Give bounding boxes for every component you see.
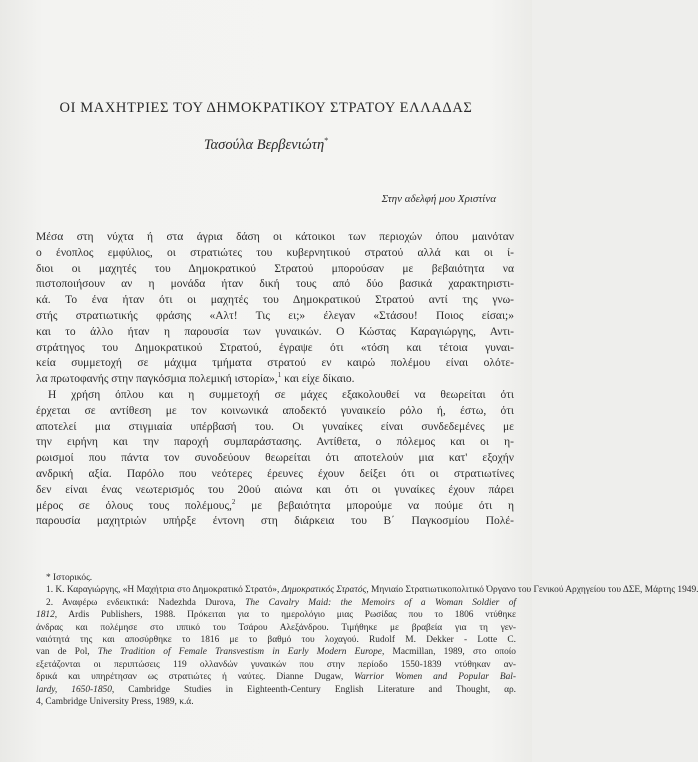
body-line: στής στρατιωτικής φράσης «Αλτ! Τις ει;» έλεγαν «Στάσου! Ποιος είσαι;» [36, 309, 514, 322]
author-name: Τασούλα Βερβενιώτη [203, 136, 325, 153]
footnote-2-line [36, 609, 516, 621]
footnote-text: 1. Κ. Καραγιώργης, «Η Μαχήτρια στο Δημοκρατικό Στρατό», [46, 585, 280, 596]
body-line-text: μέρος σε όλους τους πολέμους, [36, 499, 232, 512]
body-line: ρωισμοί που πάντα τον συνοδεύουν θεωρείται ότι αποτελούν μια κατ' εξοχήν [36, 452, 514, 465]
footnote-2-line [36, 684, 516, 696]
body-line: στράτηγος του Δημοκρατικού Στρατού, έγραψε ότι «τόση και τέτοια γυναι- [36, 341, 514, 354]
body-line-text: λα πρωτοφανής στην παγκόσμια πολεμική ιστορία», [36, 373, 278, 386]
body-line: δεν είναι ένας νεωτερισμός του 20ού αιώνα και ότι οι γυναίκες έχουν πάρει [36, 483, 514, 496]
footnote-book-title: The Cavalry Maid: the Memoirs of a Woman Soldier of [245, 597, 517, 608]
body-line: αποτελεί μια στιγμιαία υπέρβασή του. Οι γυναίκες είναι συνδεδεμένες με [36, 420, 514, 433]
footnote-text: van de Pol, [36, 647, 90, 658]
footnote-text: , Ardis Publishers, 1988. Πρόκειται για το ημερολόγιο μιας Ρωσίδας που το 1806 ντύθηκε [54, 610, 516, 621]
footnote-text: , Macmillan, 1989, στο οποίο [381, 647, 516, 658]
body-line-tail: και είχε δίκαιο. [281, 373, 355, 386]
footnote-star: * Ιστορικός. [46, 573, 93, 583]
body-line-tail: με βεβαιότητα μπορούμε να πούμε ότι η [235, 499, 514, 512]
body-line: Η χρήση όπλου και η συμμετοχή σε μάχες εξακολουθεί να θεωρείται ότι [48, 388, 514, 401]
body-line: την ειρήνη και την παροχή συμπαράστασης. Αντίθετα, ο πόλεμος και οι η- [36, 436, 514, 449]
footnote-2-line: ναιότητά της και αποσύρθηκε το 1816 με το βαθμό του λοχαγού. Rudolf M. Dekker - Lotte C. [36, 635, 516, 646]
footnote-ref-1: 1 [277, 371, 282, 380]
footnote-ref-2: 2 [231, 497, 236, 506]
footnote-text: δρικά και υπηρέτησαν ως στρατιώτες ή ναύτες. Dianne Dugaw, [36, 672, 344, 683]
body-line: παρουσία μαχητριών υπήρξε έντονη στη διάρκεια του Β΄ Παγκοσμίου Πολέ- [36, 515, 514, 528]
footnote-text: , Cambridge Studies in Eighteenth-Century English Literature and Thought, αρ. [111, 684, 516, 695]
body-line: πιστοποιήσουν αν η μονάδα ήταν δική τους από δύο βασικά χαρακτηριστι- [36, 278, 514, 291]
body-line: διοι οι μαχητές του Δημοκρατικού Στρατού μπορούσαν με βεβαιότητα να [36, 262, 514, 275]
footnote-2-line: άνδρας και πολέμησε στο ιππικό του Τσάρου Αλεξάνδρου. Τιμήθηκε με βραβεία για τη γεν- [36, 622, 516, 633]
footnote-source-title: Δημοκρατικός Στρατός [281, 585, 367, 596]
footnotes [36, 572, 698, 708]
body-line: έρχεται σε αντίθεση με τον κοινωνικά αποδεκτό γυναικείο ρόλο ή, έστω, ότι [36, 404, 514, 417]
author-footnote-mark: * [324, 136, 329, 145]
footnote-book-title: 1812 [36, 610, 55, 621]
body-text [36, 230, 514, 530]
body-line: Μέσα στη νύχτα ή στα άγρια δάση οι κάτοικοι των περιοχών όπου μαινόταν [36, 231, 514, 243]
footnote-2-line: εξετάζονται οι περιπτώσεις 119 ολλανδών γυναικών που στην περίοδο 1550-1839 ντύθηκαν αν- [36, 659, 516, 670]
article-title: ΟΙ ΜΑΧΗΤΡΙΕΣ ΤΟΥ ΔΗΜΟΚΡΑΤΙΚΟΥ ΣΤΡΑΤΟΥ ΕΛΛΑΔΑΣ [59, 100, 473, 116]
body-line: κά. Το ένα ήταν ότι οι μαχητές του Δημοκρατικού Στρατού αντί της γνω- [36, 294, 514, 307]
footnote-book-title: The Tradition of Female Transvestism in Early Modern Europe [97, 647, 382, 658]
footnote-text: , Μηνιαίο Στρατιωτικοπολιτικό Όργανο του Γενικού Αρχηγείου του ΔΣΕ, Μάρτης 1949. [366, 585, 698, 596]
body-line: και το άλλο ήταν η παρουσία των γυναικών. Ο Κώστας Καραγιώργης, Αντι- [36, 325, 514, 338]
body-line: ο ένοπλος εμφύλιος, οι στρατιώτες του κυβερνητικού στρατού αλλά και οι ί- [36, 246, 514, 259]
body-line [36, 499, 514, 515]
footnote-2-line [36, 597, 516, 609]
body-line: κεία συμμετοχή σε μάχιμα τμήματα στρατού εν καιρώ πολέμου είναι ολότε- [36, 357, 514, 370]
footnote-2-line: 4, Cambridge University Press, 1989, κ.ά. [36, 697, 194, 708]
footnote-book-title: Warrior Women and Popular Bal- [354, 672, 517, 683]
footnote-2-line [36, 646, 516, 658]
footnote-1 [36, 584, 698, 596]
footnote-text: 2. Αναφέρω ενδεικτικά: Nadezhda Durova, [46, 597, 236, 608]
footnote-2-line [36, 671, 516, 683]
footnote-book-title: lardy, 1650-1850 [36, 684, 112, 695]
body-line: ανδρική αξία. Παρόλο που νεότερες έρευνες έχουν δείξει ότι οι στρατιωτίνες [36, 467, 514, 480]
author-line [0, 136, 532, 154]
dedication: Στην αδελφή μου Χριστίνα [381, 193, 496, 205]
body-line [36, 372, 514, 388]
